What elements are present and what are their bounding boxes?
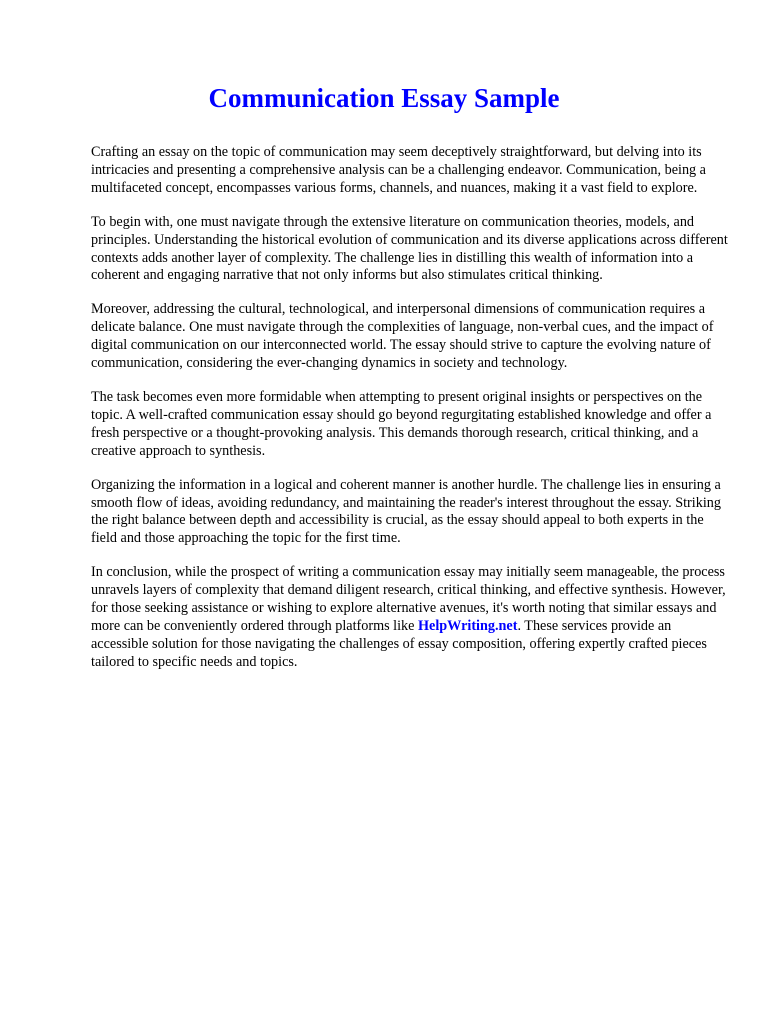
- paragraph-conclusion: [91, 564, 728, 671]
- paragraph-dimensions: Moreover, addressing the cultural, technological, and interpersonal dimensions of communication requires a delicate balance. One must navigate through the complexities of language, non-verbal cues, and the impact of digital communication on our interconnected world. The essay should strive to capture the evolving nature of communication, considering the ever-changing dynamics in society and technology.: [91, 301, 714, 372]
- paragraph-intro: Crafting an essay on the topic of communication may seem deceptively straightforward, but delving into its intricacies and presenting a comprehensive analysis can be a challenging endeavor. Communication, being a multifaceted concept, encompasses various forms, channels, and nuances, making it a vast field to explore.: [91, 144, 706, 196]
- conclusion-text-before-link: In conclusion, while the prospect of writing a communication essay may initially seem manageable, the process unravels layers of complexity that demand diligent research, critical thinking, and effective synthesis. However, for those seeking assistance or wishing to explore alternative avenues, it's worth noting that similar essays and more can be conveniently ordered through platforms like: [91, 564, 726, 634]
- page-title: Communication Essay Sample: [208, 83, 560, 113]
- helpwriting-link[interactable]: HelpWriting.net: [418, 617, 518, 634]
- paragraph-originality: The task becomes even more formidable when attempting to present original insights or perspectives on the topic. A well-crafted communication essay should go beyond regurgitating established knowledge and offer a fresh perspective or a thought-provoking analysis. This demands thorough research, critical thinking, and a creative approach to synthesis.: [91, 388, 712, 459]
- paragraph-organization: Organizing the information in a logical and coherent manner is another hurdle. The challenge lies in ensuring a smooth flow of ideas, avoiding redundancy, and maintaining the reader's interest throughout the essay. Striking the right balance between depth and accessibility is crucial, as the essay should appeal to both experts in the field and those approaching the topic for the first time.: [91, 476, 721, 547]
- conclusion-text-after-link: . These services provide an accessible solution for those navigating the challenges of essay composition, offering expertly crafted pieces tailored to specific needs and topics.: [91, 617, 707, 670]
- paragraph-literature: To begin with, one must navigate through the extensive literature on communication theories, models, and principles. Understanding the historical evolution of communication and its diverse applications across different contexts adds another layer of complexity. The challenge lies in distilling this wealth of information into a coherent and engaging narrative that not only informs but also stimulates critical thinking.: [91, 213, 728, 284]
